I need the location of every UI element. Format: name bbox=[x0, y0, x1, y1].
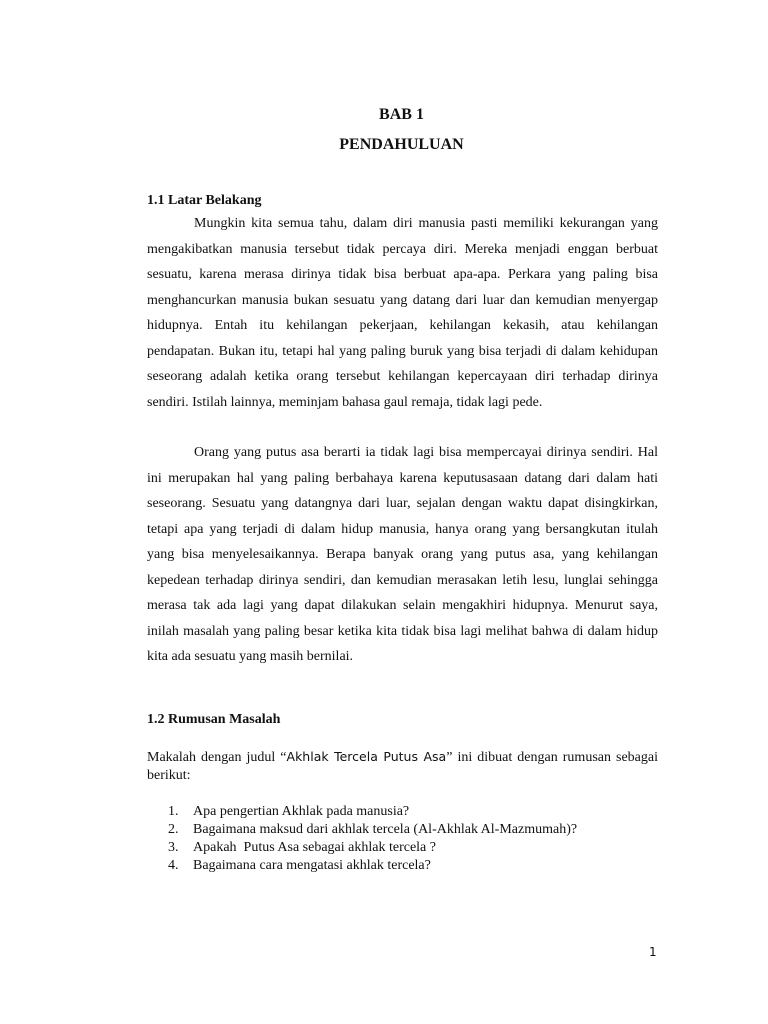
section-heading-latar-belakang: 1.1 Latar Belakang bbox=[147, 193, 262, 208]
list-item bbox=[168, 821, 577, 839]
question-list bbox=[168, 803, 577, 875]
list-item-number: 2. bbox=[168, 822, 179, 837]
page-number: 1 bbox=[649, 945, 657, 959]
list-item-text: Apakah Putus Asa sebagai akhlak tercela ? bbox=[193, 840, 436, 855]
list-item-text: Bagaimana cara mengatasi akhlak tercela? bbox=[193, 858, 431, 873]
list-item-text: Apa pengertian Akhlak pada manusia? bbox=[193, 804, 410, 819]
list-item-number: 1. bbox=[168, 804, 179, 819]
list-item bbox=[168, 839, 577, 857]
intro-text-before: Makalah dengan judul “ bbox=[147, 750, 287, 765]
rumusan-intro-paragraph bbox=[147, 748, 658, 785]
chapter-title: PENDAHULUAN bbox=[339, 136, 464, 153]
list-item-number: 4. bbox=[168, 858, 179, 873]
intro-quoted-title: Akhlak Tercela Putus Asa bbox=[286, 749, 447, 764]
list-item bbox=[168, 857, 577, 875]
paragraph: Orang yang putus asa berarti ia tidak lagi bisa mempercayai dirinya sendiri. Hal ini merupakan hal yang paling berbahaya karena keputusasaan datang dari dalam hati seseorang. Sesuatu yang datangnya dari luar, sejalan dengan waktu dapat disingkirkan, tetapi apa yang terjadi di dalam hidup manusia, hanya orang yang bersangkutan itulah yang bisa menyelesaikannya. Berapa banyak orang yang putus asa, yang kehilangan kepedean terhadap dirinya sendiri, dan kemudian merasakan letih lesu, lunglai sehingga merasa tak ada lagi yang dapat dilakukan selain mengakhiri hidupnya. Menurut saya, inilah masalah yang paling besar ketika kita tidak bisa lagi melihat bahwa di dalam hidup kita ada sesuatu yang masih bernilai. bbox=[147, 445, 658, 664]
list-item-text: Bagaimana maksud dari akhlak tercela (Al-Akhlak Al-Mazmumah)? bbox=[193, 822, 578, 837]
paragraph: Mungkin kita semua tahu, dalam diri manusia pasti memiliki kekurangan yang mengakibatkan manusia tersebut tidak percaya diri. Mereka menjadi enggan berbuat sesuatu, karena merasa dirinya tidak bisa berbuat apa-apa. Perkara yang paling bisa menghancurkan manusia bukan sesuatu yang datang dari luar dan kemudian menyergap hidupnya. Entah itu kehilangan pekerjaan, kehilangan kekasih, atau kehilangan pendapatan. Bukan itu, tetapi hal yang paling buruk yang bisa terjadi di dalam kehidupan seseorang adalah ketika orang tersebut kehilangan kepercayaan diri terhadap dirinya sendiri. Istilah lainnya, meminjam bahasa gaul remaja, tidak lagi pede. bbox=[147, 216, 658, 410]
list-item bbox=[168, 803, 577, 821]
section-heading-rumusan-masalah: 1.2 Rumusan Masalah bbox=[147, 712, 281, 727]
chapter-number: BAB 1 bbox=[379, 106, 424, 123]
list-item-number: 3. bbox=[168, 840, 179, 855]
intro-text-after: ” ini dibuat dengan rumusan sebagai berikut: bbox=[147, 750, 658, 783]
